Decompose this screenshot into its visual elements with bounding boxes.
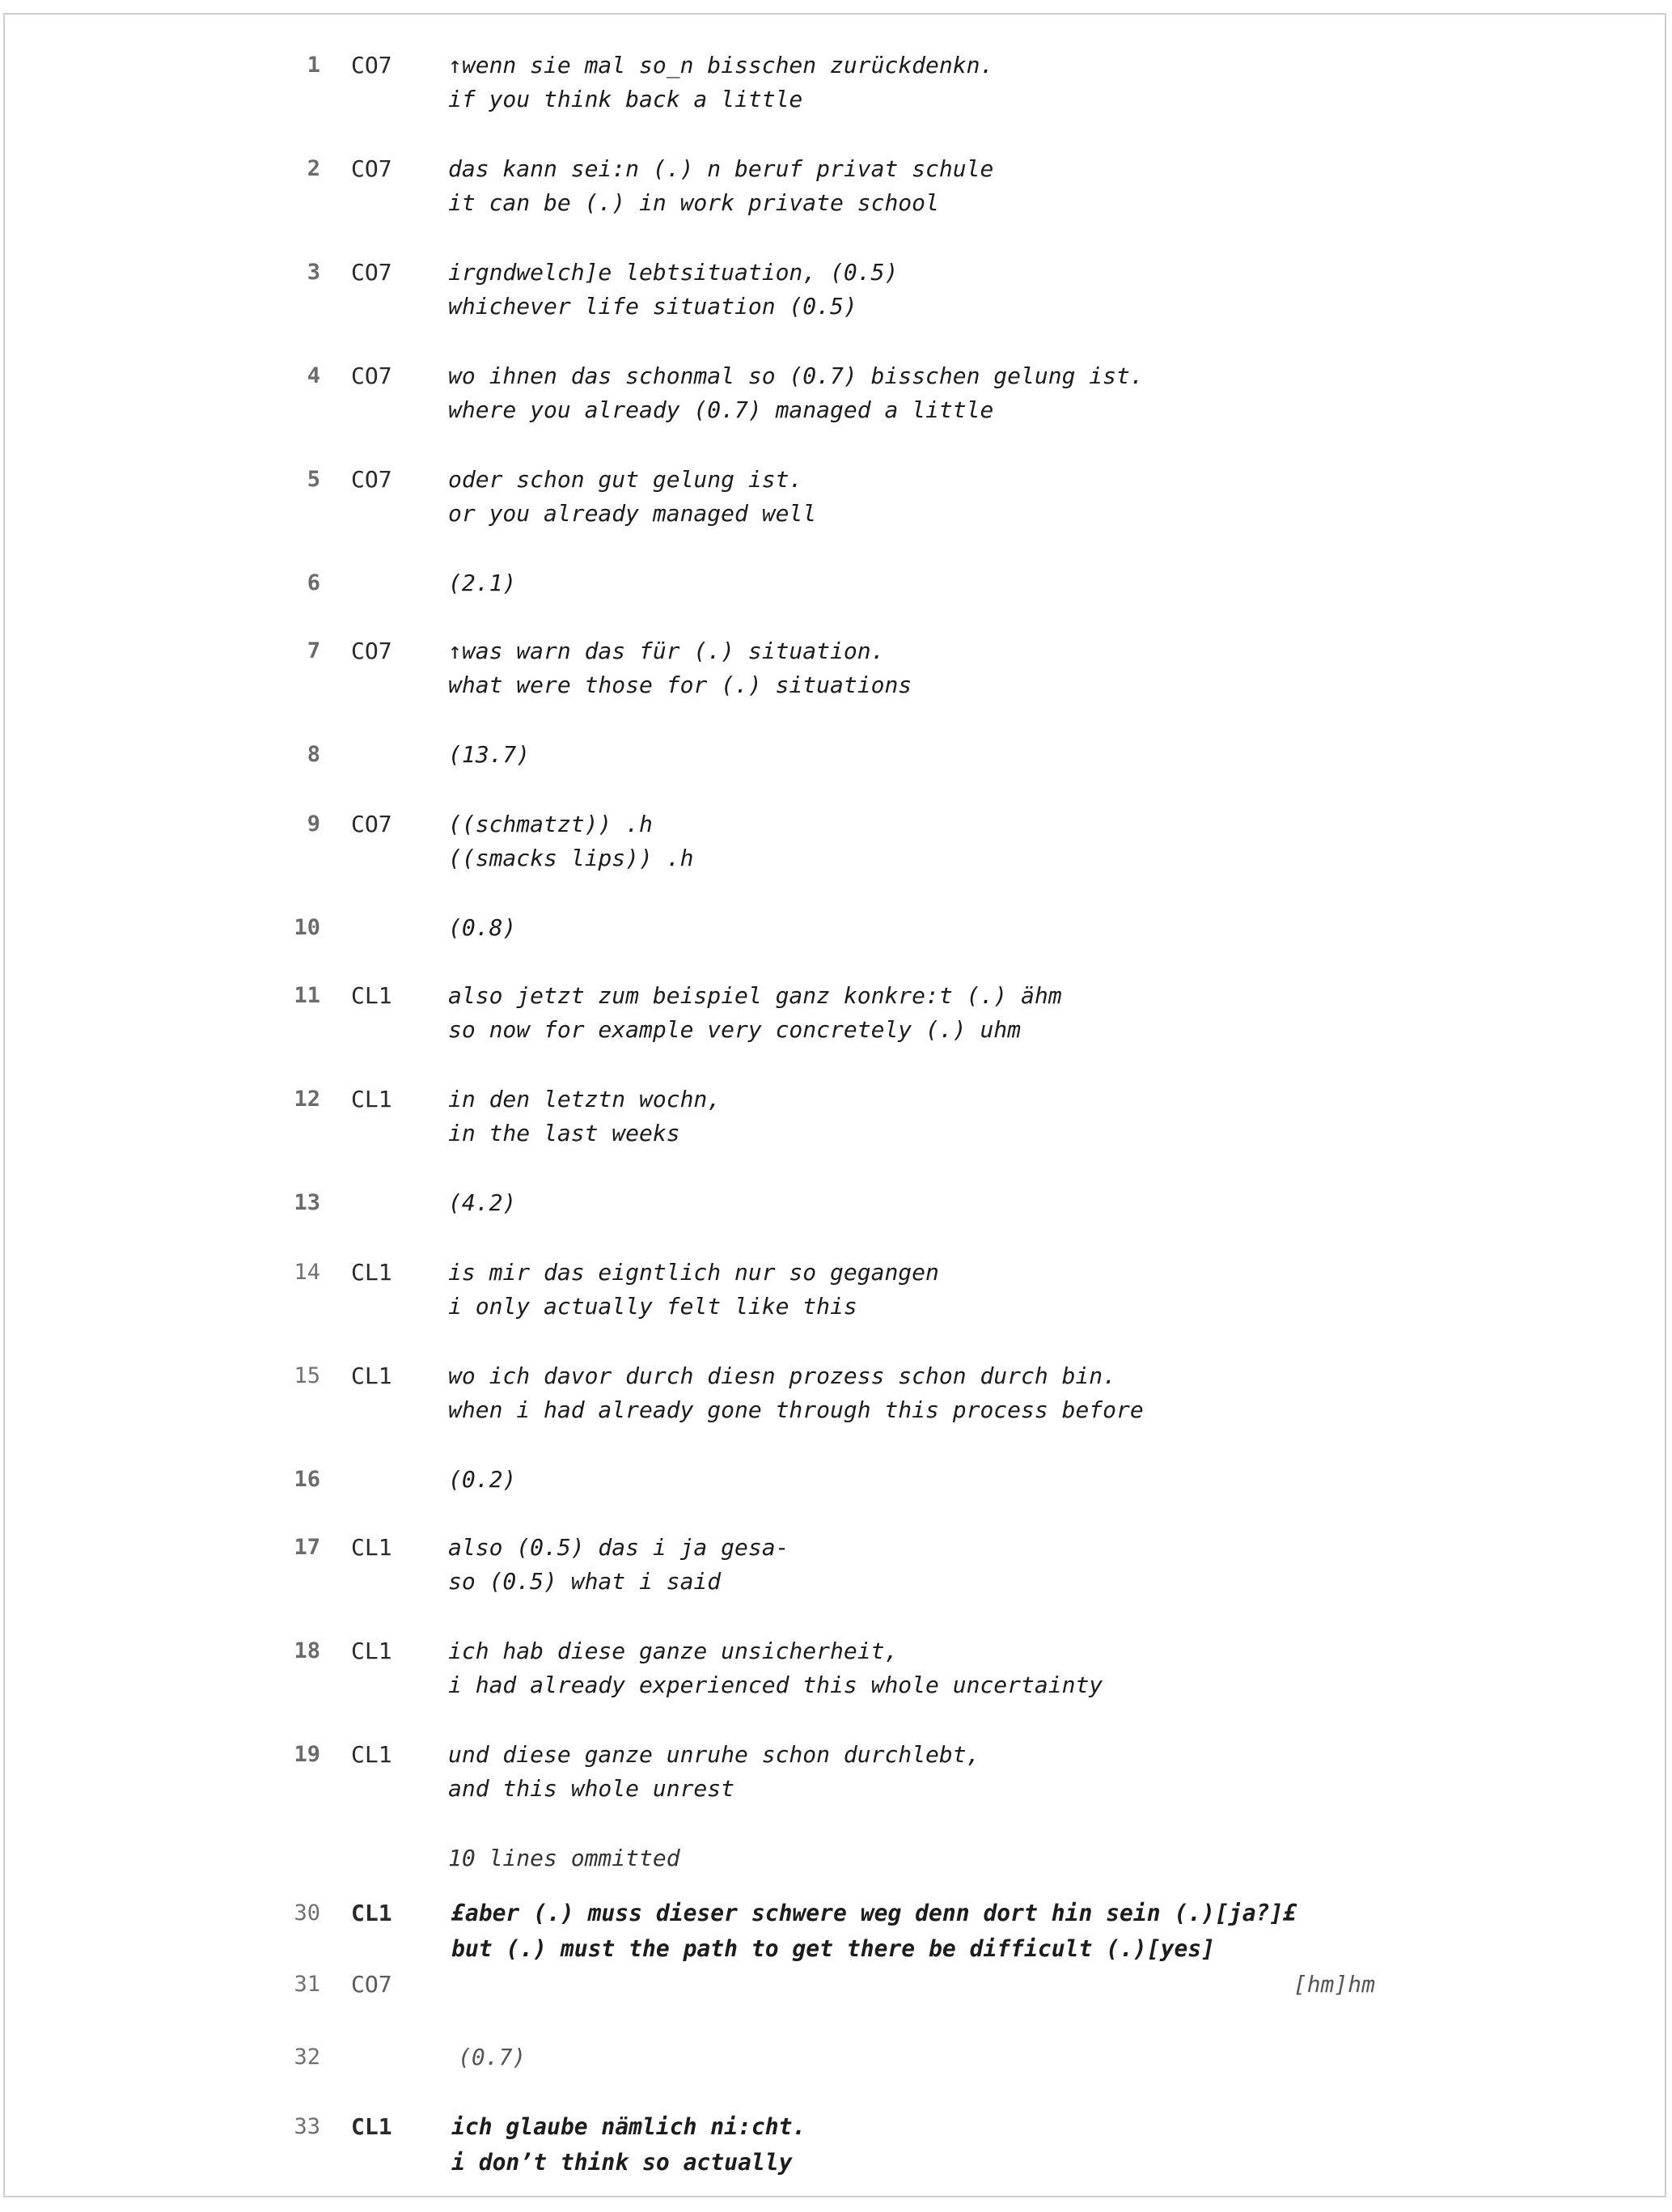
translation-gloss: so (0.5) what i said — [448, 1568, 722, 1595]
line-number: 1 — [307, 53, 320, 78]
speaker-label: CO7 — [351, 155, 392, 182]
pause-duration: (2.1) — [448, 570, 517, 596]
line-number: 11 — [294, 983, 320, 1008]
original-utterance: in den letztn wochn, — [448, 1086, 722, 1112]
translation-gloss: and this whole unrest — [448, 1775, 735, 1802]
translation-gloss: in the last weeks — [448, 1120, 680, 1146]
speaker-label: CO7 — [351, 1971, 392, 1998]
translation-gloss: whichever life situation (0.5) — [448, 293, 857, 320]
original-utterance: ich glaube nämlich ni:cht. — [451, 2113, 806, 2140]
pause-duration: (0.7) — [458, 2044, 527, 2070]
line-number: 15 — [294, 1363, 320, 1388]
line-number: 8 — [307, 742, 320, 767]
speaker-label: CL1 — [351, 1741, 392, 1768]
translation-gloss: i only actually felt like this — [448, 1293, 857, 1320]
speaker-label: CO7 — [351, 638, 392, 664]
translation-gloss: or you already managed well — [448, 500, 817, 527]
original-utterance: also (0.5) das i ja gesa- — [448, 1534, 789, 1561]
line-number: 18 — [294, 1638, 320, 1663]
original-utterance: ↑wenn sie mal so_n bisschen zurückdenkn. — [448, 52, 994, 78]
speaker-label: CL1 — [351, 1900, 392, 1926]
line-number: 12 — [294, 1087, 320, 1112]
original-utterance: is mir das eigntlich nur so gegangen — [448, 1259, 939, 1286]
line-number: 33 — [294, 2114, 320, 2139]
original-utterance: irgndwelch]e lebtsituation, (0.5) — [448, 259, 899, 286]
speaker-label: CO7 — [351, 259, 392, 286]
speaker-label: CL1 — [351, 1259, 392, 1286]
line-number: 30 — [294, 1901, 320, 1926]
translation-gloss: but (.) must the path to get there be difficult (.)[yes] — [451, 1935, 1216, 1962]
translation-gloss: what were those for (.) situations — [448, 672, 912, 698]
speaker-label: CO7 — [351, 466, 392, 493]
translation-gloss: ((smacks lips)) .h — [448, 845, 694, 871]
transcript-panel — [3, 13, 1666, 2197]
original-utterance: ((schmatzt)) .h — [448, 811, 653, 837]
line-number: 10 — [294, 915, 320, 940]
line-number: 17 — [294, 1535, 320, 1560]
speaker-label: CL1 — [351, 2113, 392, 2140]
translation-gloss: so now for example very concretely (.) uhm — [448, 1016, 1022, 1043]
line-number: 7 — [307, 638, 320, 663]
line-number: 5 — [307, 467, 320, 492]
speaker-label: CL1 — [351, 1086, 392, 1112]
translation-gloss: i had already experienced this whole uncertainty — [448, 1672, 1103, 1698]
original-utterance: wo ich davor durch diesn prozess schon durch bin. — [448, 1362, 1117, 1389]
speaker-label: CO7 — [351, 811, 392, 837]
original-utterance: oder schon gut gelung ist. — [448, 466, 803, 493]
line-number: 2 — [307, 156, 320, 181]
line-number: 3 — [307, 260, 320, 285]
translation-gloss: i don’t think so actually — [451, 2149, 793, 2176]
line-number: 4 — [307, 363, 320, 388]
line-number: 31 — [294, 1972, 320, 1997]
translation-gloss: it can be (.) in work private school — [448, 189, 939, 216]
line-number: 19 — [294, 1742, 320, 1767]
original-utterance: das kann sei:n (.) n beruf privat schule — [448, 155, 994, 182]
original-utterance: ↑was warn das für (.) situation. — [448, 638, 885, 664]
original-utterance: ich hab diese ganze unsicherheit, — [448, 1638, 899, 1664]
omission-note: 10 lines ommitted — [448, 1845, 680, 1871]
line-number: 16 — [294, 1467, 320, 1492]
speaker-label: CO7 — [351, 362, 392, 389]
line-number: 9 — [307, 811, 320, 837]
speaker-label: CL1 — [351, 1362, 392, 1389]
translation-gloss: where you already (0.7) managed a little — [448, 396, 994, 423]
line-number: 32 — [294, 2045, 320, 2070]
speaker-label: CO7 — [351, 52, 392, 78]
original-utterance: also jetzt zum beispiel ganz konkre:t (.) ähm — [448, 982, 1062, 1009]
speaker-label: CL1 — [351, 1638, 392, 1664]
translation-gloss: when i had already gone through this process before — [448, 1396, 1144, 1423]
line-number: 14 — [294, 1260, 320, 1285]
pause-duration: (4.2) — [448, 1189, 517, 1216]
original-utterance: £aber (.) muss dieser schwere weg denn dort hin sein (.)[ja?]£ — [451, 1900, 1297, 1926]
line-number: 13 — [294, 1190, 320, 1215]
pause-duration: (0.2) — [448, 1466, 517, 1493]
original-utterance: und diese ganze unruhe schon durchlebt, — [448, 1741, 980, 1768]
translation-gloss: if you think back a little — [448, 86, 803, 112]
overlap-utterance: [hm]hm — [1293, 1971, 1375, 1998]
speaker-label: CL1 — [351, 1534, 392, 1561]
pause-duration: (0.8) — [448, 914, 517, 941]
original-utterance: wo ihnen das schonmal so (0.7) bisschen gelung ist. — [448, 362, 1144, 389]
speaker-label: CL1 — [351, 982, 392, 1009]
pause-duration: (13.7) — [448, 741, 531, 768]
line-number: 6 — [307, 570, 320, 595]
